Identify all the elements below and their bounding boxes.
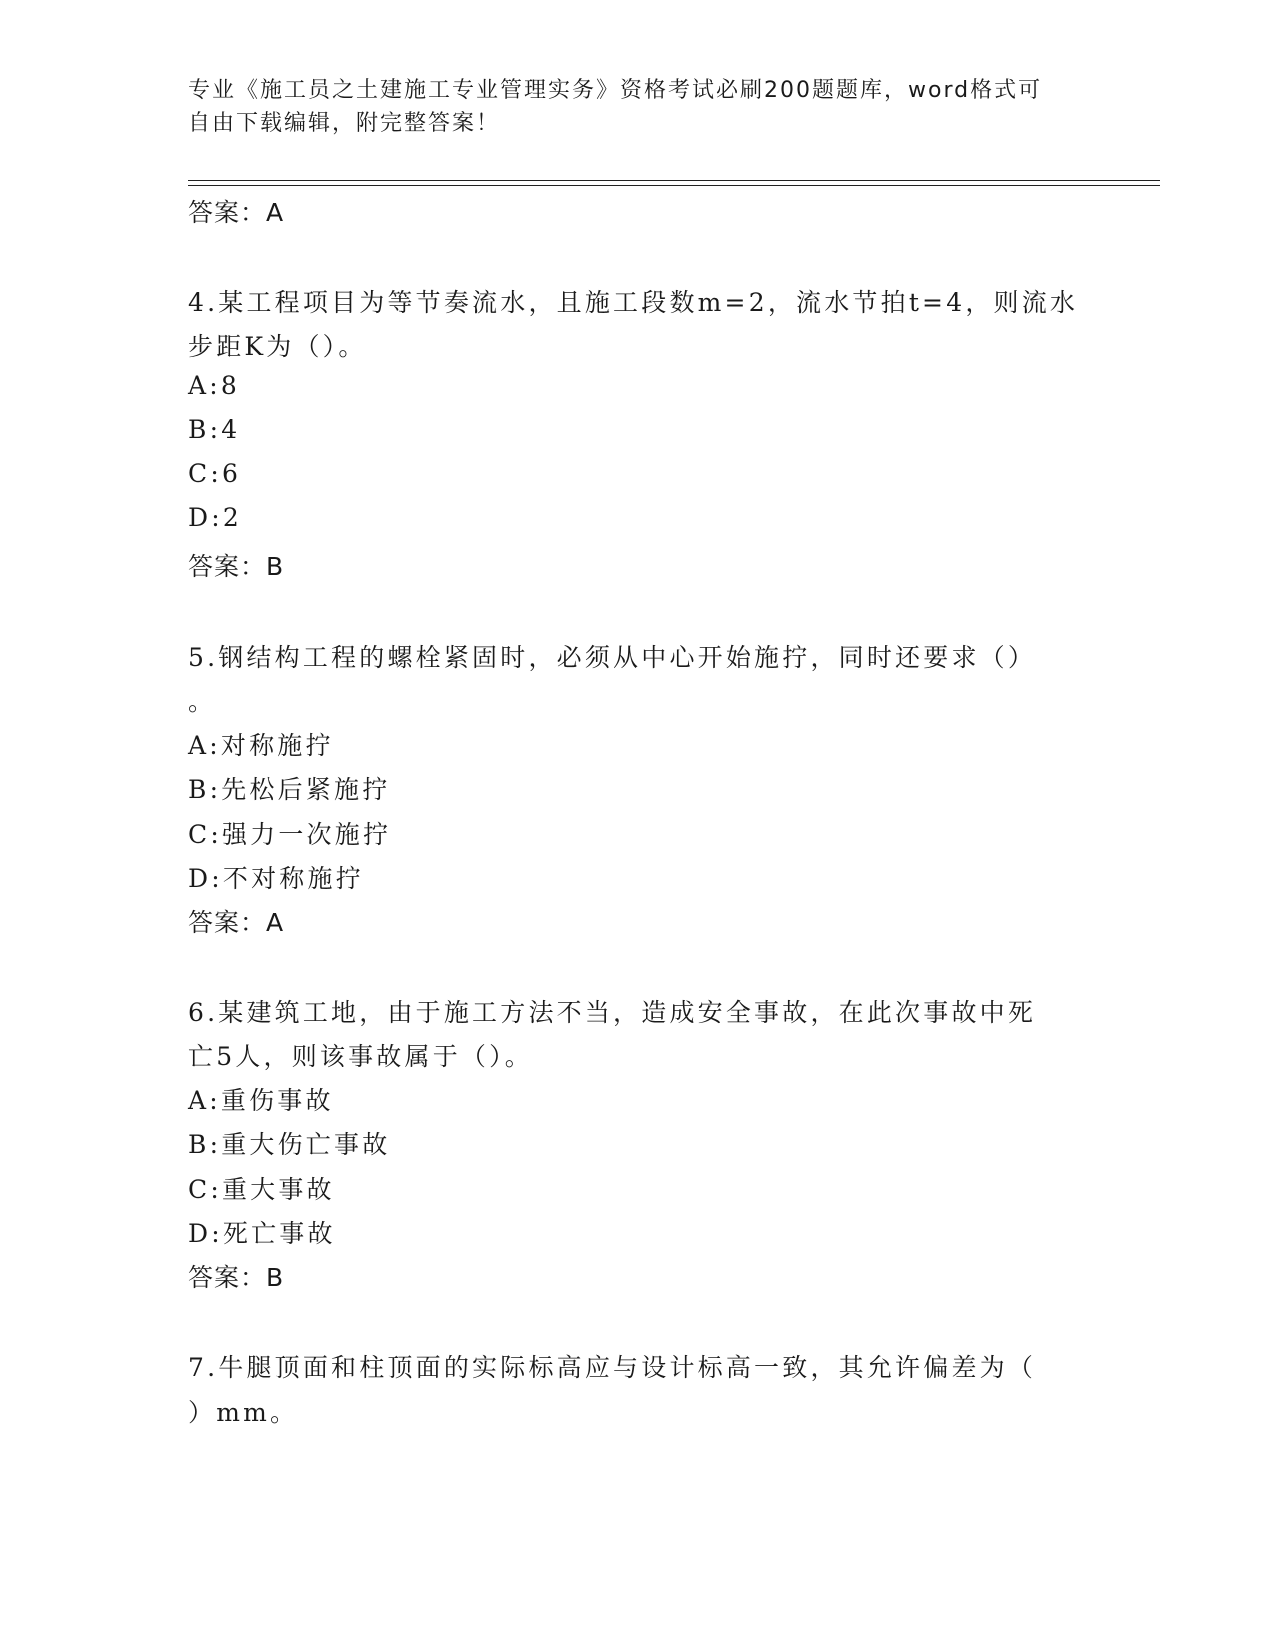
question-4-option-b: B:4 — [188, 415, 241, 444]
question-4-option-d: D:2 — [188, 503, 242, 532]
header-line-2: 自由下载编辑，附完整答案！ — [188, 111, 501, 136]
question-4-option-c: C:6 — [188, 459, 242, 488]
answer-prev: 答案：A — [188, 198, 285, 227]
question-5-option-d: D:不对称施拧 — [188, 864, 364, 893]
question-6-option-b: B:重大伤亡事故 — [188, 1130, 391, 1159]
question-5-option-a: A:对称施拧 — [188, 731, 334, 760]
question-4-stem-line-2: 步距K为（）。 — [188, 332, 367, 361]
question-7-stem-line-1: 7.牛腿顶面和柱顶面的实际标高应与设计标高一致，其允许偏差为（ — [188, 1353, 1037, 1382]
header-rule-top — [188, 180, 1160, 181]
question-6-answer: 答案：B — [188, 1263, 285, 1292]
header-line-1: 专业《施工员之土建施工专业管理实务》资格考试必刷200题题库，word格式可 — [188, 78, 1043, 103]
question-6-option-a: A:重伤事故 — [188, 1086, 334, 1115]
question-6-stem-line-1: 6.某建筑工地，由于施工方法不当，造成安全事故，在此次事故中死 — [188, 998, 1037, 1027]
question-5-option-b: B:先松后紧施拧 — [188, 775, 391, 804]
question-7-stem-line-2: ）mm。 — [188, 1398, 299, 1427]
header-rule-bottom — [188, 185, 1160, 186]
question-4-stem-line-1: 4.某工程项目为等节奏流水，且施工段数m=2，流水节拍t=4，则流水 — [188, 288, 1079, 317]
question-6-option-c: C:重大事故 — [188, 1175, 335, 1204]
document-header — [188, 74, 1068, 140]
question-5-option-c: C:强力一次施拧 — [188, 820, 392, 849]
question-6-option-d: D:死亡事故 — [188, 1219, 336, 1248]
question-4-answer: 答案：B — [188, 552, 285, 581]
question-5-stem-line-1: 5.钢结构工程的螺栓紧固时，必须从中心开始施拧，同时还要求（） — [188, 643, 1037, 672]
question-5-stem-line-2: 。 — [188, 687, 217, 716]
question-5-answer: 答案：A — [188, 908, 285, 937]
question-4-option-a: A:8 — [188, 371, 240, 400]
question-6-stem-line-2: 亡5人，则该事故属于（）。 — [188, 1042, 534, 1071]
